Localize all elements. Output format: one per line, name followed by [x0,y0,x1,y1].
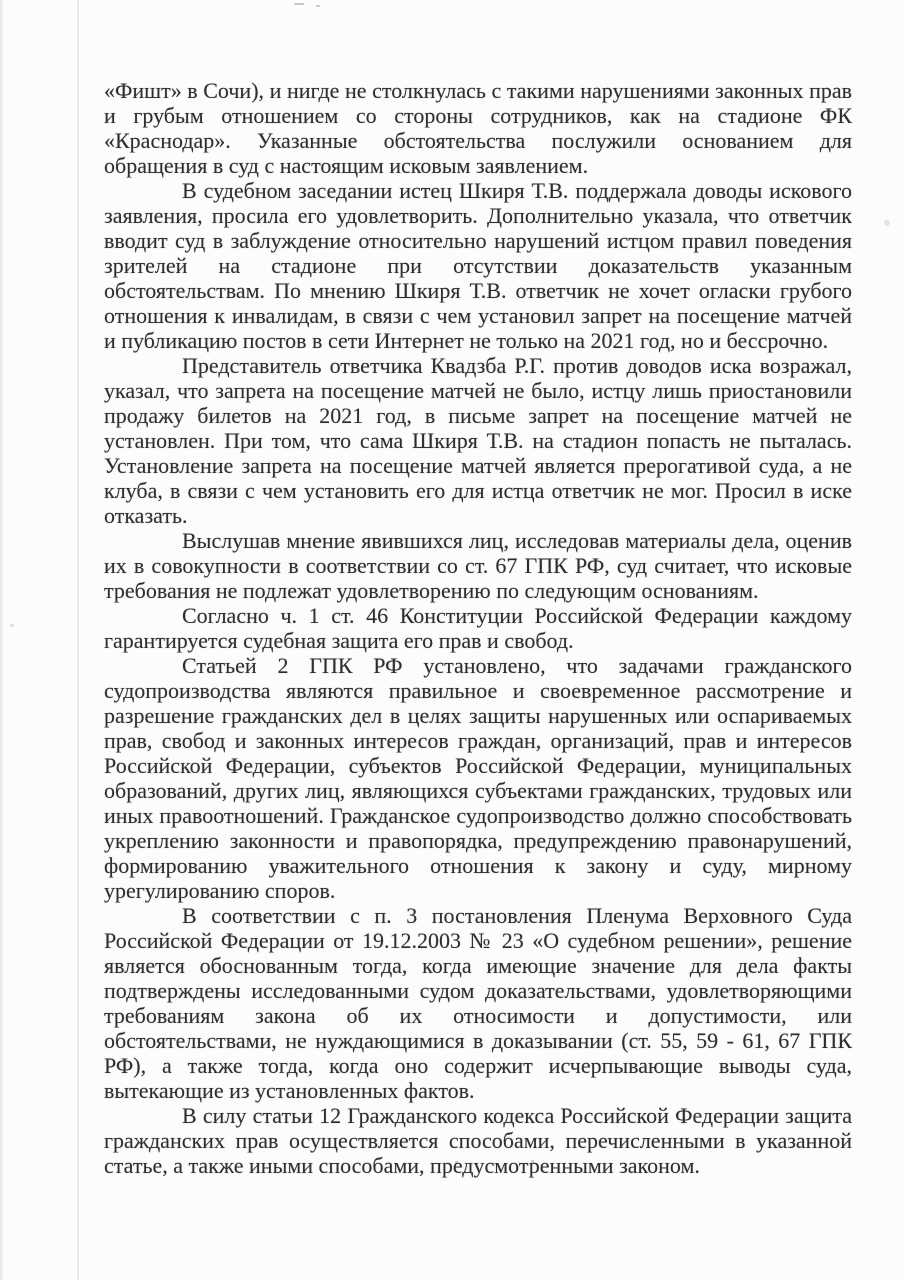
scan-speck [294,3,304,5]
paragraph-continuation: «Фишт» в Сочи), и нигде не столкнулась с такими нарушениями законных прав и грубым отношением со стороны сотрудников, как на стадионе ФК «Краснодар». Указанные обстоятельства послужили основанием для обращения в суд с настоящим исковым заявлением. [104,78,852,178]
scan-speck [10,624,14,627]
paragraph: В соответствии с п. 3 постановления Пленума Верховного Суда Российской Федерации от 19.12.2003 № 23 «О судебном решении», решение является обоснованным тогда, когда имеющие значение для дела факты подтверждены исследованными судом доказательствами, удовлетворяющими требованиям закона об их относимости и допустимости, или обстоятельствами, не нуждающимися в доказывании (ст. 55, 59 - 61, 67 ГПК РФ), а также тогда, когда оно содержит исчерпывающие выводы суда, вытекающие из установленных фактов. [104,903,852,1103]
scan-edge-shadow [0,0,3,1280]
paragraph: Выслушав мнение явившихся лиц, исследовав материалы дела, оценив их в совокупности в соответствии со ст. 67 ГПК РФ, суд считает, что исковые требования не подлежат удовлетворению по следующим основаниям. [104,528,852,603]
paragraph: В судебном заседании истец Шкиря Т.В. поддержала доводы искового заявления, просила его удовлетворить. Дополнительно указала, что ответчик вводит суд в заблуждение относительно нарушений истцом правил поведения зрителей на стадионе при отсутствии доказательств указанным обстоятельствам. По мнению Шкиря Т.В. ответчик не хочет огласки грубого отношения к инвалидам, в связи с чем установил запрет на посещение матчей и публикацию постов в сети Интернет не только на 2021 год, но и бессрочно. [104,178,852,353]
scan-speck [316,5,320,7]
paragraph: Статьей 2 ГПК РФ установлено, что задачами гражданского судопроизводства являются правильное и своевременное рассмотрение и разрешение гражданских дел в целях защиты нарушенных или оспариваемых прав, свобод и законных интересов граждан, организаций, прав и интересов Российской Федерации, субъектов Российской Федерации, муниципальных образований, других лиц, являющихся субъектами гражданских, трудовых или иных правоотношений. Гражданское судопроизводство должно способствовать укреплению законности и правопорядка, предупреждению правонарушений, формированию уважительного отношения к закону и суду, мирному урегулированию споров. [104,653,852,903]
paragraph: Представитель ответчика Квадзба Р.Г. против доводов иска возражал, указал, что запрета на посещение матчей не было, истцу лишь приостановили продажу билетов на 2021 год, в письме запрет на посещение матчей не установлен. При том, что сама Шкиря Т.В. на стадион попасть не пыталась. Установление запрета на посещение матчей является прерогативой суда, а не клуба, в связи с чем установить его для истца ответчик не мог. Просил в иске отказать. [104,353,852,528]
paragraph: Согласно ч. 1 ст. 46 Конституции Российской Федерации каждому гарантируется судебная защита его прав и свобод. [104,603,852,653]
paragraph: В силу статьи 12 Гражданского кодекса Российской Федерации защита гражданских прав осуществляется способами, перечисленными в указанной статье, а также иными способами, предусмотренными законом. [104,1103,852,1178]
scan-speck [884,220,890,226]
scan-fold-line [77,0,79,1280]
document-text [104,78,852,1178]
